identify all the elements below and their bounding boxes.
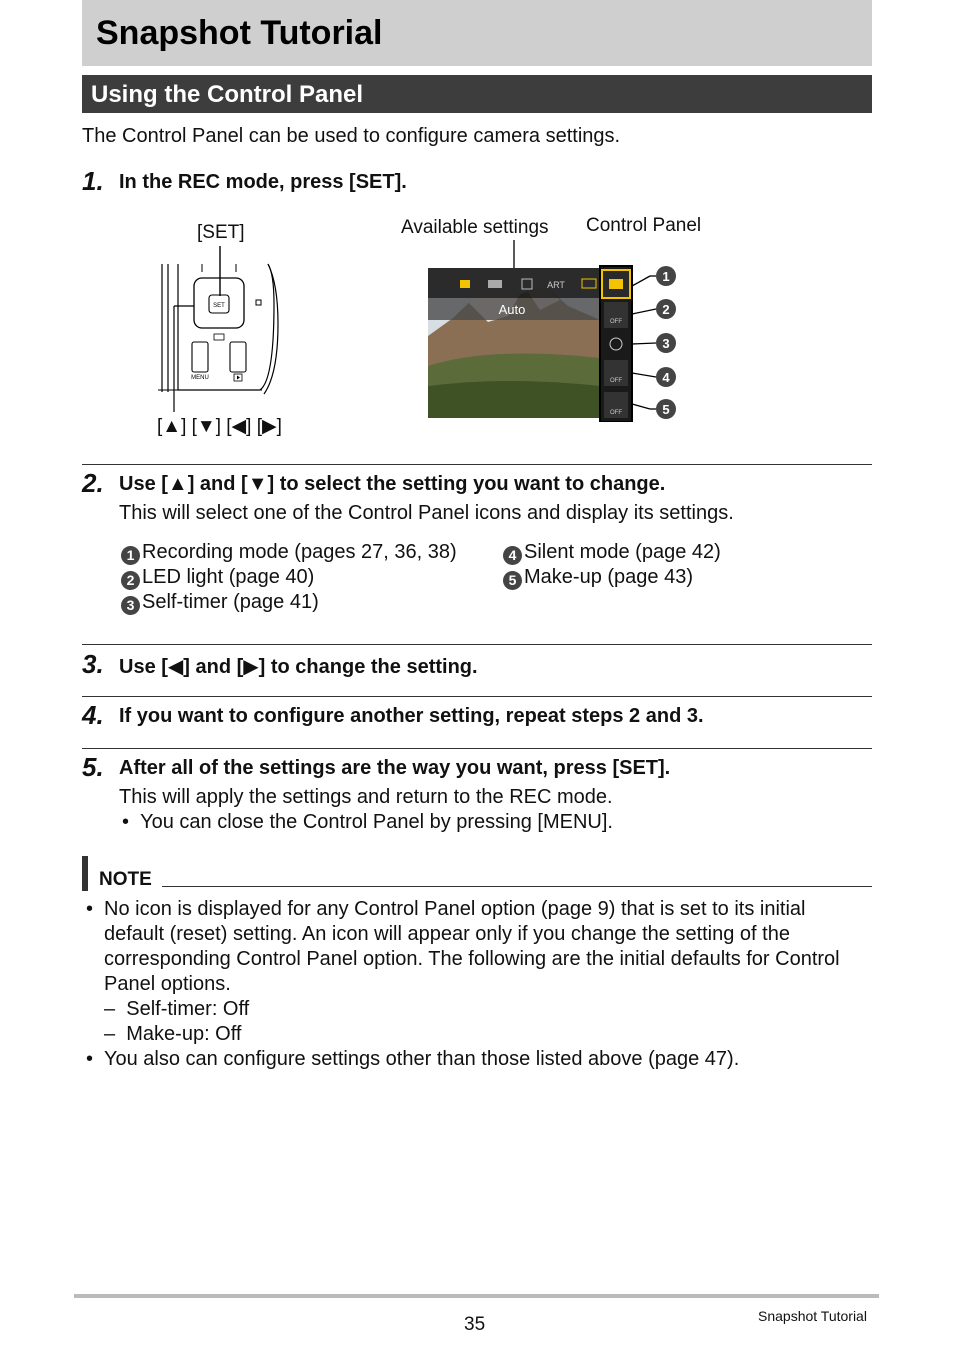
note-default-2-text: Make-up: Off	[126, 1023, 242, 1045]
note-rule	[162, 886, 872, 887]
step-2-body: This will select one of the Control Panel icons and display its settings.	[119, 502, 734, 524]
arrow-keys-label: [▲] [▼] [◀] [▶]	[157, 416, 282, 437]
cam-menu-text: MENU	[191, 375, 209, 381]
panel-num-3: 3	[662, 336, 670, 351]
page-title: Snapshot Tutorial	[96, 14, 383, 52]
note-b1-line4: Panel options.	[104, 973, 231, 995]
divider-4	[82, 748, 872, 749]
note-b2: You also can configure settings other than those listed above (page 47).	[104, 1048, 740, 1070]
note-bullet-1-marker: •	[86, 898, 94, 920]
note-b1-line3: corresponding Control Panel option. The following are the initial defaults for Control	[104, 948, 840, 970]
note-default-1-text: Self-timer: Off	[126, 998, 250, 1020]
legend-text-1: Recording mode (pages 27, 36, 38)	[142, 541, 457, 563]
step-1-number: 1.	[82, 166, 104, 196]
legend-item-3	[121, 590, 319, 615]
art-icon: ART	[547, 280, 565, 290]
step-3-title: Use [◀] and [▶] to change the setting.	[119, 656, 478, 678]
legend-num-3: 3	[121, 596, 140, 615]
step-1-title: In the REC mode, press [SET].	[119, 171, 407, 193]
page-number: 35	[464, 1314, 486, 1335]
note-default-1: – Self-timer: Off	[104, 998, 250, 1020]
step-2-number: 2.	[82, 468, 104, 498]
legend-item-1	[121, 540, 457, 565]
note-b1-line1: No icon is displayed for any Control Panel option (page 9) that is set to its initial	[104, 898, 806, 920]
camera-screen-illustration	[428, 236, 688, 422]
note-default-2: – Make-up: Off	[104, 1023, 242, 1045]
step-3-number: 3.	[82, 649, 104, 679]
note-marker	[82, 856, 88, 891]
legend-item-2	[121, 565, 314, 590]
step-4-title: If you want to configure another setting, repeat steps 2 and 3.	[119, 705, 704, 727]
divider-2	[82, 644, 872, 645]
off-text-1: OFF	[610, 319, 622, 325]
legend-num-2: 2	[121, 571, 140, 590]
step-5-title: After all of the settings are the way you want, press [SET].	[119, 757, 671, 779]
section-bar	[82, 75, 872, 113]
legend-item-5	[503, 565, 693, 590]
legend-text-2: LED light (page 40)	[142, 566, 315, 588]
legend-item-4	[503, 540, 721, 565]
camera-back-illustration	[150, 244, 290, 416]
step-5-number: 5.	[82, 752, 104, 782]
legend-text-5: Make-up (page 43)	[524, 566, 693, 588]
panel-num-4: 4	[662, 370, 670, 385]
note-bullet-2-marker: •	[86, 1048, 94, 1070]
title-bar	[82, 0, 872, 66]
off-text-3: OFF	[610, 410, 622, 416]
set-label: [SET]	[197, 222, 245, 243]
intro-text: The Control Panel can be used to configure camera settings.	[82, 125, 621, 147]
legend-num-1: 1	[121, 546, 140, 565]
footer-section: Snapshot Tutorial	[758, 1308, 867, 1324]
control-panel-label: Control Panel	[586, 215, 702, 236]
off-text-2: OFF	[610, 378, 622, 384]
panel-num-5: 5	[662, 402, 670, 417]
step-5-bullet: • You can close the Control Panel by pressing [MENU].	[122, 811, 613, 833]
recording-mode-icon	[609, 279, 623, 289]
note-heading: NOTE	[99, 869, 152, 890]
camera-icon	[460, 280, 470, 288]
cam-set-text: SET	[213, 303, 225, 309]
step-5-body: This will apply the settings and return to the REC mode.	[119, 786, 613, 808]
screen-mode-text: Auto	[498, 302, 526, 317]
section-title: Using the Control Panel	[91, 81, 364, 108]
panel-num-1: 1	[662, 269, 670, 284]
footer-rule	[74, 1294, 879, 1298]
legend-text-4: Silent mode (page 42)	[524, 541, 721, 563]
step-4-number: 4.	[82, 700, 104, 730]
panel-num-2: 2	[662, 302, 670, 317]
available-settings-label: Available settings	[401, 217, 549, 238]
legend-num-5: 5	[503, 571, 522, 590]
premium-camera-icon	[488, 280, 502, 288]
step-2-title: Use [▲] and [▼] to select the setting you want to change.	[119, 473, 666, 495]
divider-1	[82, 464, 872, 465]
step-5-bullet-text: You can close the Control Panel by pressing [MENU].	[140, 811, 613, 833]
divider-3	[82, 696, 872, 697]
legend-text-3: Self-timer (page 41)	[142, 591, 319, 613]
note-b1-line2: default (reset) setting. An icon will appear only if you change the setting of the	[104, 923, 790, 945]
legend-num-4: 4	[503, 546, 522, 565]
